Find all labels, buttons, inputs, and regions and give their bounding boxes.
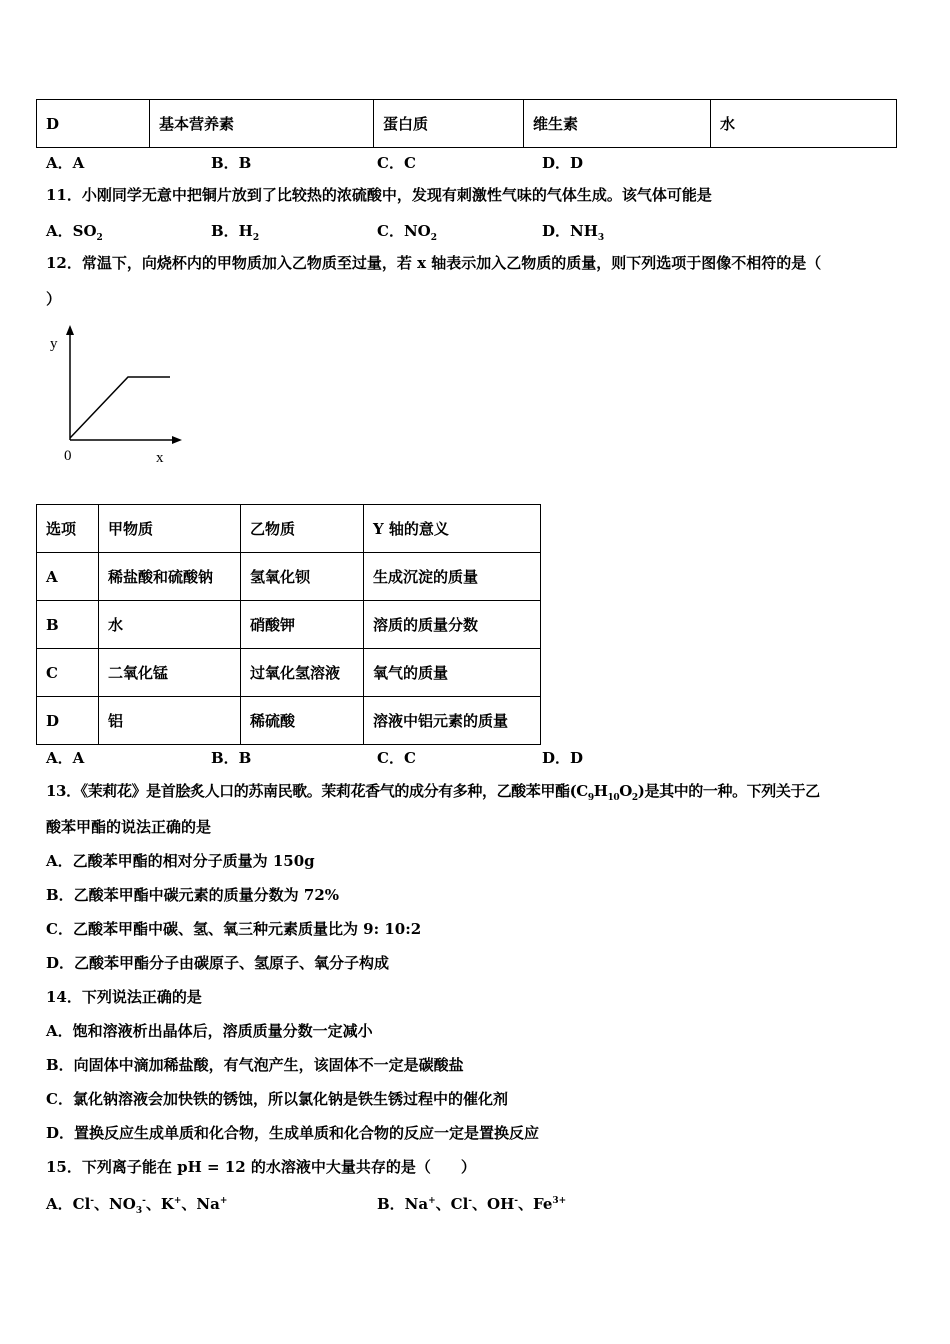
q12-table-header: 选项 [37, 505, 99, 553]
q15-option-a[interactable]: A．Cl-、$NO_3^-$、K+、Na+ [46, 1195, 228, 1216]
q10-option-c[interactable]: C．C [377, 154, 416, 172]
q13-option-b[interactable]: B．乙酸苯甲酯中碳元素的质量分数为 72% [46, 886, 340, 904]
q11-option-a[interactable]: A．$SO_2$ [46, 222, 103, 243]
q12-table-cell: 二氧化锰 [99, 649, 241, 697]
q12-table-header: Y 轴的意义 [364, 505, 541, 553]
q12-table-cell: 过氧化氢溶液 [241, 649, 364, 697]
q12-option-b[interactable]: B．B [211, 749, 252, 767]
top-table-cell: 水 [711, 100, 897, 148]
q12-table-cell: 稀盐酸和硫酸钠 [99, 553, 241, 601]
origin-label: 0 [64, 448, 72, 464]
q14-option-a[interactable]: A．饱和溶液析出晶体后，溶质质量分数一定减小 [46, 1022, 373, 1040]
q12-table-cell: 氧气的质量 [364, 649, 541, 697]
q12-table-cell: 稀硫酸 [241, 697, 364, 745]
q12-table-cell: C [37, 649, 99, 697]
q13-option-d[interactable]: D．乙酸苯甲酯分子由碳原子、氢原子、氧分子构成 [46, 954, 390, 972]
q12-option-c[interactable]: C．C [377, 749, 416, 767]
q10-option-d[interactable]: D．D [542, 154, 584, 172]
x-axis-arrow [172, 436, 182, 444]
q12-graph [40, 322, 190, 472]
q10-option-b[interactable]: B．B [211, 154, 252, 172]
top-table [36, 99, 897, 148]
q13-option-a[interactable]: A．乙酸苯甲酯的相对分子质量为 150g [46, 852, 315, 870]
x-axis-label: x [156, 450, 164, 466]
q12-table-header: 甲物质 [99, 505, 241, 553]
q14-option-d[interactable]: D．置换反应生成单质和化合物，生成单质和化合物的反应一定是置换反应 [46, 1124, 540, 1142]
q12-table [36, 504, 541, 745]
q12-table-cell: D [37, 697, 99, 745]
q15-option-b[interactable]: B．Na+、Cl-、OH-、$Fe^{3+}$ [377, 1195, 567, 1213]
q14-option-b[interactable]: B．向固体中滴加稀盐酸，有气泡产生，该固体不一定是碳酸盐 [46, 1056, 464, 1074]
top-table-cell: 基本营养素 [150, 100, 374, 148]
q12-table-header: 乙物质 [241, 505, 364, 553]
q15-stem: 15．下列离子能在 pH = 12 的水溶液中大量共存的是（ ） [46, 1158, 476, 1176]
q12-table-cell: 溶液中铝元素的质量 [364, 697, 541, 745]
q10-option-a[interactable]: A．A [46, 154, 85, 172]
top-table-cell: 维生素 [524, 100, 711, 148]
y-axis-arrow [66, 325, 74, 335]
q12-table-cell: 生成沉淀的质量 [364, 553, 541, 601]
q12-table-cell: 水 [99, 601, 241, 649]
y-axis-label: y [50, 336, 58, 352]
q12-option-a[interactable]: A．A [46, 749, 85, 767]
q11-option-b[interactable]: B．$H_2$ [211, 222, 260, 243]
q12-table-cell: A [37, 553, 99, 601]
q13-stem-line2: 酸苯甲酯的说法正确的是 [46, 818, 212, 836]
q12-table-cell: 溶质的质量分数 [364, 601, 541, 649]
q11-option-d[interactable]: D．$NH_3$ [542, 222, 605, 243]
q12-table-cell: 硝酸钾 [241, 601, 364, 649]
q12-table-cell: 氢氧化钡 [241, 553, 364, 601]
q12-stem-line1: 12．常温下，向烧杯内的甲物质加入乙物质至过量，若 x 轴表示加入乙物质的质量，则下列选项于图像不相符的是（ [46, 254, 822, 272]
q12-stem-line2: ） [46, 290, 62, 308]
top-table-cell: 蛋白质 [374, 100, 524, 148]
q11-stem: 11．小刚同学无意中把铜片放到了比较热的浓硫酸中，发现有刺激性气味的气体生成。该气体可能是 [46, 186, 712, 204]
q12-option-d[interactable]: D．D [542, 749, 584, 767]
q11-option-c[interactable]: C．$NO_2$ [377, 222, 437, 243]
top-table-cell: D [37, 100, 150, 148]
q12-table-cell: B [37, 601, 99, 649]
q13-stem-line1: 13．《茉莉花》是首脍炙人口的苏南民歌。茉莉花香气的成分有多种，乙酸苯甲酯$(C_9H_{10}O_2)$是其中的一种。下列关于乙 [46, 782, 820, 803]
q13-option-c[interactable]: C．乙酸苯甲酯中碳、氢、氧三种元素质量比为 9: 10:2 [46, 920, 422, 938]
q14-option-c[interactable]: C．氯化钠溶液会加快铁的锈蚀，所以氯化钠是铁生锈过程中的催化剂 [46, 1090, 508, 1108]
graph-curve [70, 377, 170, 438]
q12-table-cell: 铝 [99, 697, 241, 745]
q14-stem: 14．下列说法正确的是 [46, 988, 202, 1006]
